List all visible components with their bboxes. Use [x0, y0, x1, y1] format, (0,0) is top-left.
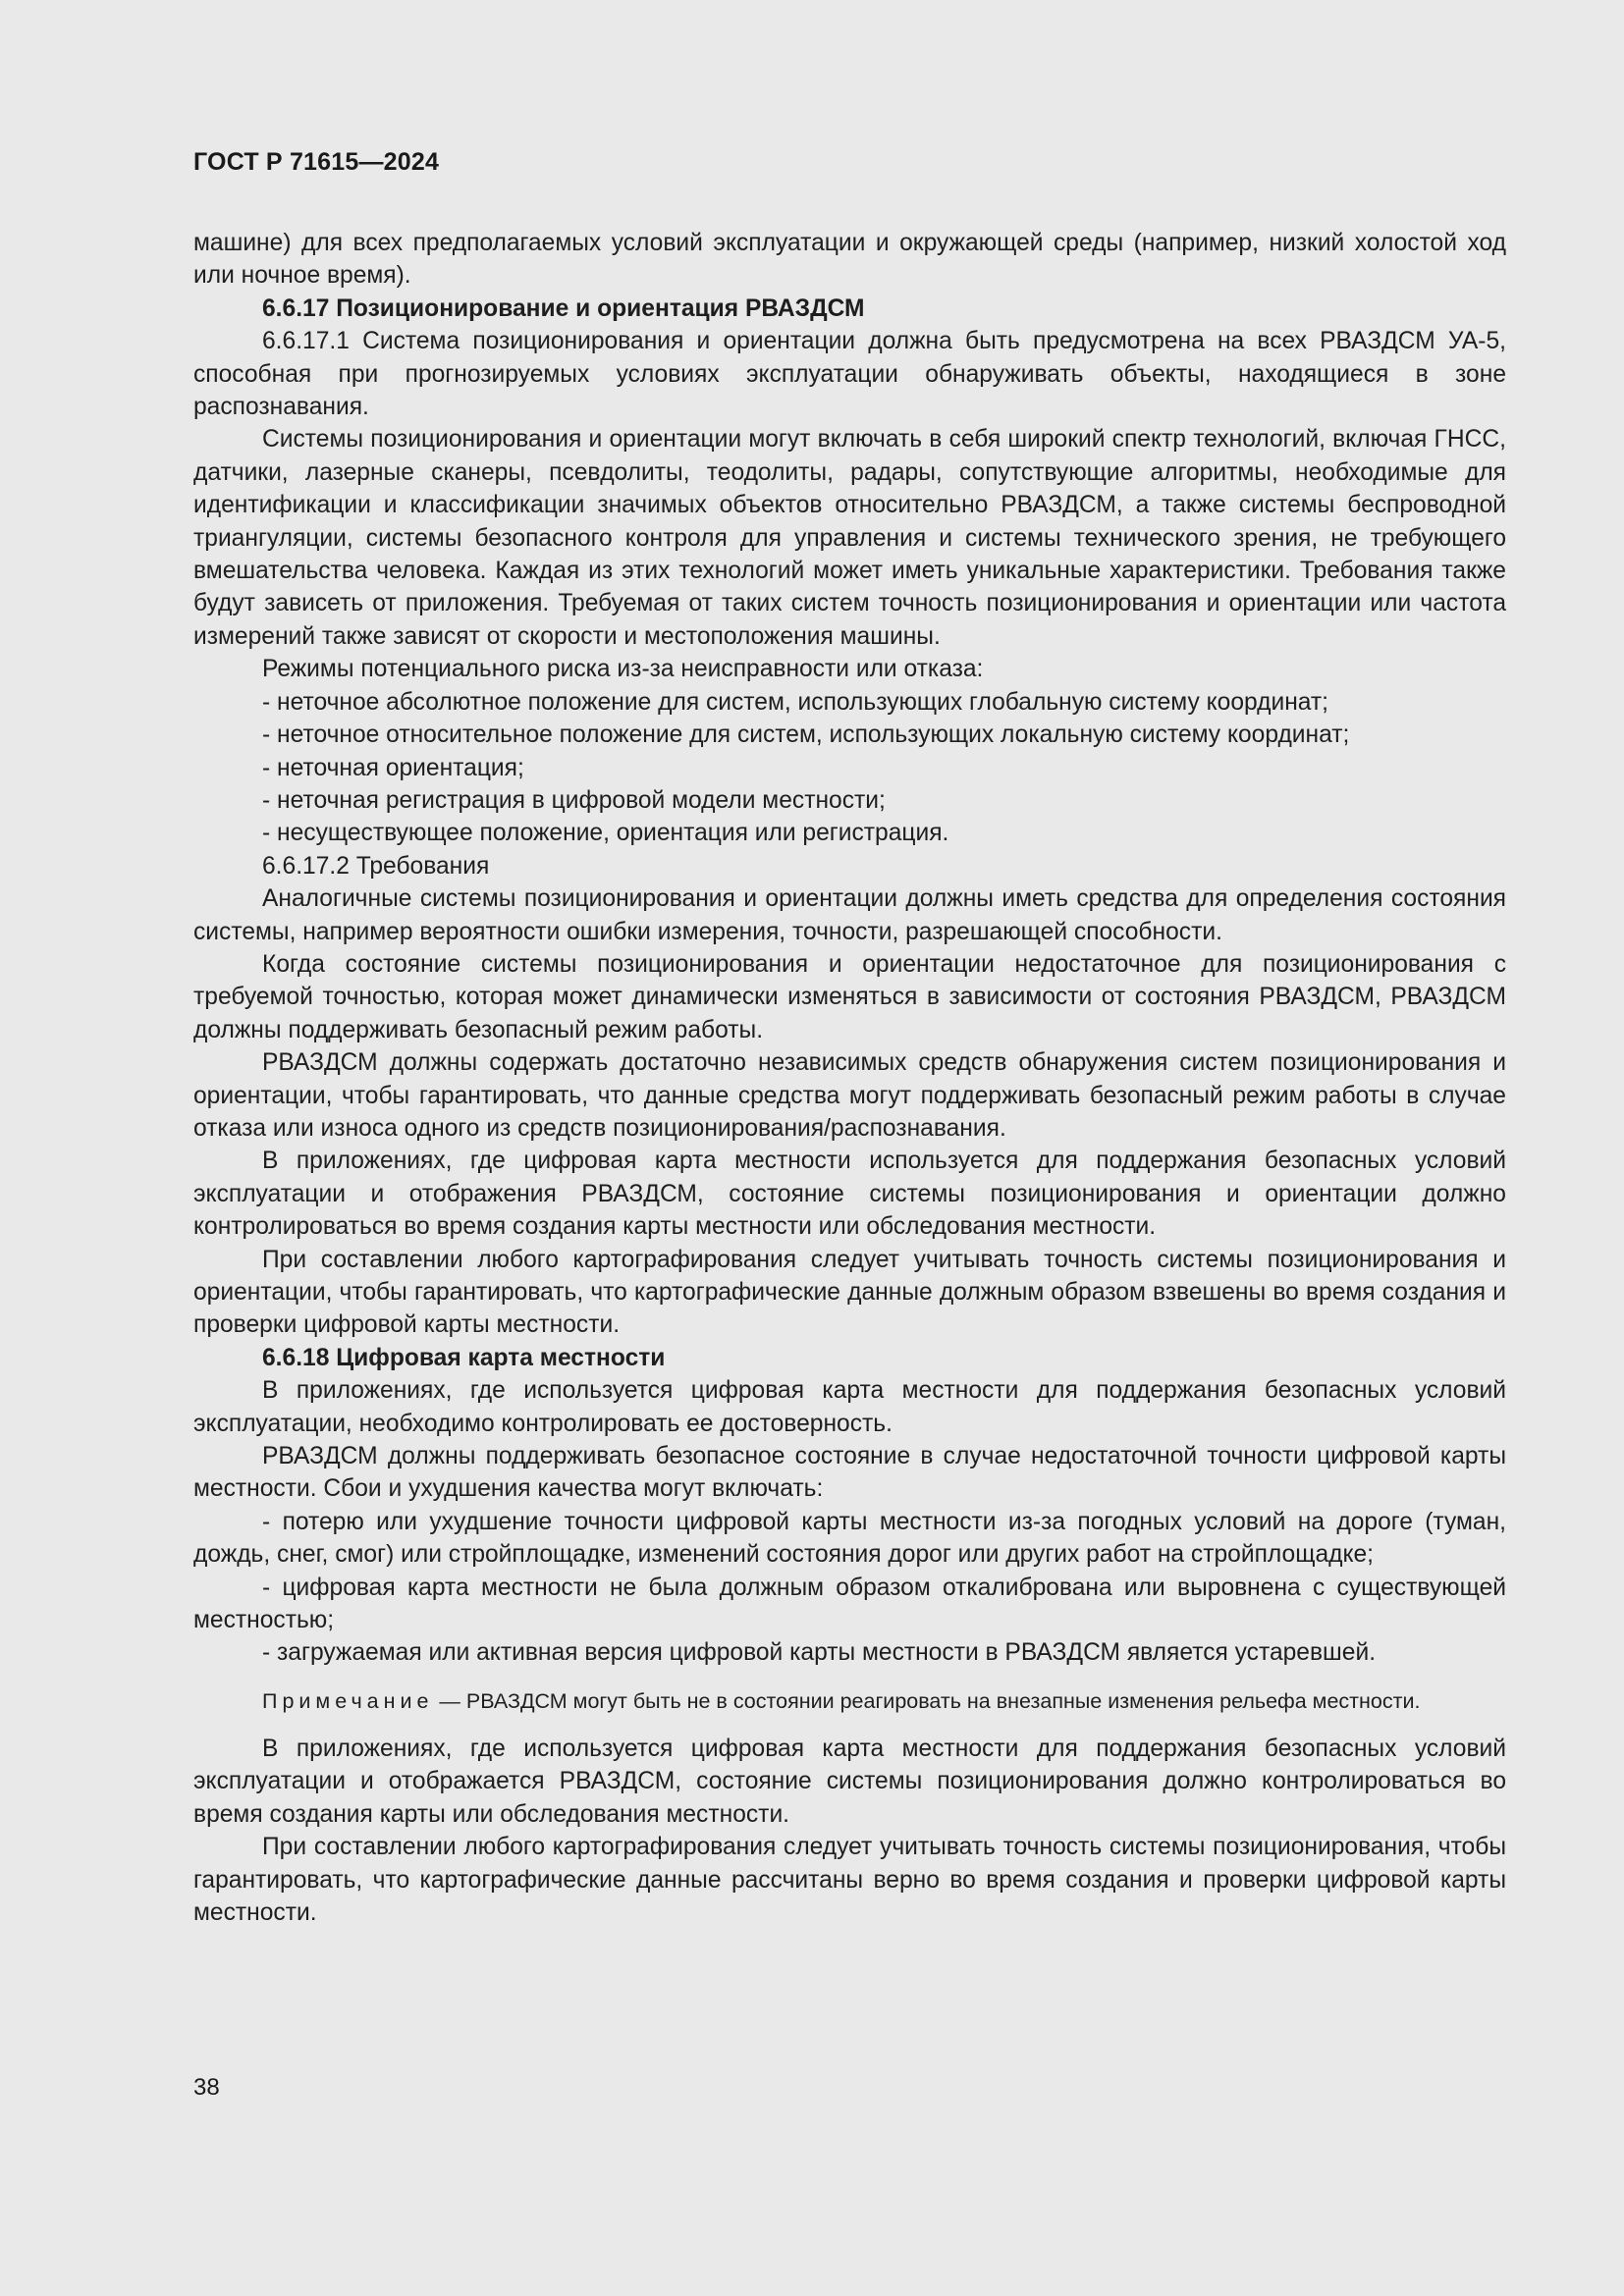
failure-list-item: - потерю или ухудшение точности цифровой карты местности из-за погодных условий на дороге (туман, дождь, снег, смог) или стройплощадке, изменений состояния дорог или других работ на стройплощадке; — [193, 1506, 1506, 1572]
note-label: Примечание — [262, 1688, 434, 1713]
section-heading-6-6-17: 6.6.17 Позиционирование и ориентация РВАЗДСМ — [262, 294, 865, 322]
risk-list-item: - неточное относительное положение для систем, использующих локальную систему координат; — [193, 719, 1506, 751]
subsection-heading-6-6-17-2: 6.6.17.2 Требования — [262, 852, 490, 880]
paragraph-6-6-17-1: 6.6.17.1 Система позиционирования и ориентации должна быть предусмотрена на всех РВАЗДСМ УА-5, способная при прогнозируемых условиях эксплуатации обнаруживать объекты, находящиеся в зоне распознавания. — [193, 328, 1506, 421]
paragraph-technologies: Системы позиционирования и ориентации могут включать в себя широкий спектр технологий, включая ГНСС, датчики, лазерные сканеры, псевдолиты, теодолиты, радары, сопутствующие алгоритмы, необходимые для идентификации и классификации значимых объектов относительно РВАЗДСМ, а также системы беспроводной триангуляции, системы безопасного контроля для управления и системы технического зрения, не требующего вмешательства человека. Каждая из этих технологий может иметь уникальные характеристики. Требования также будут зависеть от приложения. Требуемая от таких систем точность позиционирования и ориентации или частота измерений также зависят от скорости и местоположения машины. — [193, 426, 1506, 650]
risk-list-item: - несуществующее положение, ориентация или регистрация. — [193, 817, 1506, 849]
failure-list-item: - загружаемая или активная версия цифровой карты местности в РВАЗДСМ является устаревшей. — [193, 1636, 1506, 1669]
failure-list-item: - цифровая карта местности не была должным образом откалибрована или выровнена с существующей местностью; — [193, 1572, 1506, 1637]
note — [193, 1686, 1506, 1716]
risk-list-item: - неточная регистрация в цифровой модели местности; — [193, 784, 1506, 817]
failure-list — [193, 1506, 1506, 1670]
paragraph-independent-means: РВАЗДСМ должны содержать достаточно независимых средств обнаружения систем позиционирования и ориентации, чтобы гарантировать, что данные средства могут поддерживать безопасный режим работы в случае отказа или износа одного из средств позиционирования/распознавания. — [193, 1049, 1506, 1142]
paragraph-insufficient-state: Когда состояние системы позиционирования и ориентации недостаточное для позиционирования с требуемой точностью, которая может динамически изменяться в зависимости от состояния РВАЗДСМ, РВАЗДСМ должны поддерживать безопасный режим работы. — [193, 950, 1506, 1043]
paragraph-safe-state: РВАЗДСМ должны поддерживать безопасное состояние в случае недостаточной точности цифровой карты местности. Сбои и ухудшения качества могут включать: — [193, 1443, 1506, 1503]
note-text: — РВАЗДСМ могут быть не в состоянии реагировать на внезапные изменения рельефа местности. — [433, 1688, 1421, 1713]
document-header: ГОСТ Р 71615—2024 — [193, 148, 440, 176]
paragraph-risk-intro: Режимы потенциального риска из-за неисправности или отказа: — [262, 656, 984, 683]
page-content — [193, 227, 1506, 1929]
paragraph-continuation: машине) для всех предполагаемых условий эксплуатации и окружающей среды (например, низкий холостой ход или ночное время). — [193, 230, 1506, 290]
paragraph-state-means: Аналогичные системы позиционирования и ориентации должны иметь средства для определения состояния системы, например вероятности ошибки измерения, точности, разрешающей способности. — [193, 885, 1506, 945]
section-heading-6-6-18: 6.6.18 Цифровая карта местности — [262, 1344, 666, 1371]
paragraph-map-control: В приложениях, где цифровая карта местности используется для поддержания безопасных условий эксплуатации и отображения РВАЗДСМ, состояние системы позиционирования и ориентации должно контролироваться во время создания карты местности или обследования местности. — [193, 1148, 1506, 1241]
paragraph-mapping-verification: При составлении любого картографирования следует учитывать точность системы позиционирования, чтобы гарантировать, что картографические данные рассчитаны верно во время создания и проверки цифровой карты местности. — [193, 1834, 1506, 1926]
risk-list — [193, 686, 1506, 850]
paragraph-map-validity: В приложениях, где используется цифровая карта местности для поддержания безопасных условий эксплуатации, необходимо контролировать ее достоверность. — [193, 1377, 1506, 1437]
paragraph-map-display: В приложениях, где используется цифровая карта местности для поддержания безопасных условий эксплуатации и отображается РВАЗДСМ, состояние системы позиционирования должно контролироваться во время создания карты или обследования местности. — [193, 1735, 1506, 1828]
risk-list-item: - неточная ориентация; — [193, 752, 1506, 784]
page-number: 38 — [193, 2074, 220, 2101]
risk-list-item: - неточное абсолютное положение для систем, использующих глобальную систему координат; — [193, 686, 1506, 719]
paragraph-mapping-accuracy: При составлении любого картографирования следует учитывать точность системы позиционирования и ориентации, чтобы гарантировать, что картографические данные должным образом взвешены во время создания и проверки цифровой карты местности. — [193, 1246, 1506, 1339]
